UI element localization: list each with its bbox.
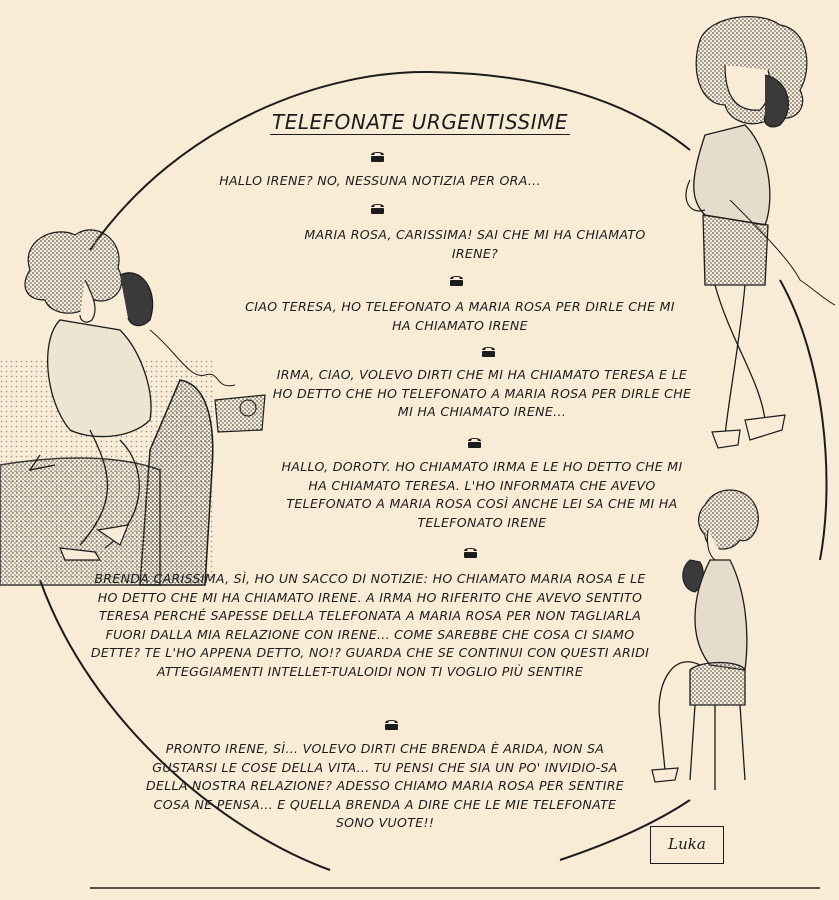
call-line-3: CIAO TERESA, HO TELEFONATO A MARIA ROSA PER DIRLE CHE MI HA CHIAMATO IRENE <box>245 299 675 333</box>
standing-woman-figure <box>686 17 835 448</box>
woman-on-stool-figure <box>652 490 758 790</box>
woman-on-sofa-figure <box>0 230 265 585</box>
phone-icon <box>385 720 398 730</box>
artist-signature: Luka <box>650 826 724 864</box>
circle-frame <box>90 72 690 250</box>
call-line-5: HALLO, DOROTY. HO CHIAMATO IRMA E LE HO DETTO CHE MI HA CHIAMATO TERESA. L'HO INFORMATA CHE AVEVO TELEFONATO A MARIA ROSA COSÌ ANCHE LEI SA CHE MI HA TELEFONATO IRENE <box>281 459 683 530</box>
call-line-4: IRMA, CIAO, VOLEVO DIRTI CHE MI HA CHIAMATO TERESA E LE HO DETTO CHE HO TELEFONATO A MARIA ROSA PER DIRLE CHE MI HA CHIAMATO IRENE... <box>272 367 692 419</box>
comic-title: TELEFONATE URGENTISSIME <box>272 110 568 134</box>
phone-icon <box>468 438 481 448</box>
phone-icon <box>371 152 384 162</box>
call-line-1: HALLO IRENE? NO, NESSUNA NOTIZIA PER ORA... <box>219 173 541 188</box>
call-line-6: BRENDA CARISSIMA, SÌ, HO UN SACCO DI NOTIZIE: HO CHIAMATO MARIA ROSA E LE HO DETTO CHE MI HA CHIAMATO IRENE. A IRMA HO RIFERITO CHE AVEVO SENTITO TERESA PERCHÉ SAPESSE DELLA TELEFONATA A MARIA ROSA PER NON TAGLIARLA FUORI DALLA MIA RELAZIONE CON IRENE... COME SAREBBE CHE COSA CI SIAMO DETTE? TE L'HO APPENA DETTO, NO!? GUARDA CHE SE CONTINUI CON QUESTI ARIDI ATTEGGIAMENTI INTELLET-TUALOIDI NON TI VOGLIO PIÙ SENTIRE <box>90 571 650 679</box>
call-line-2: MARIA ROSA, CARISSIMA! SAI CHE MI HA CHIAMATO IRENE? <box>304 227 646 261</box>
phone-icon <box>450 276 463 286</box>
phone-icon <box>482 347 495 357</box>
phone-icon <box>371 204 384 214</box>
phone-icon <box>464 548 477 558</box>
call-line-7: PRONTO IRENE, SÌ... VOLEVO DIRTI CHE BRENDA È ARIDA, NON SA GUSTARSI LE COSE DELLA VITA... TU PENSI CHE SIA UN PO' INVIDIO-SA DELLA NOSTRA RELAZIONE? ADESSO CHIAMO MARIA ROSA PER SENTIRE COSA NE PENSA... E QUELLA BRENDA A DIRE CHE LE MIE TELEFONATE SONO VUOTE!! <box>145 741 625 830</box>
